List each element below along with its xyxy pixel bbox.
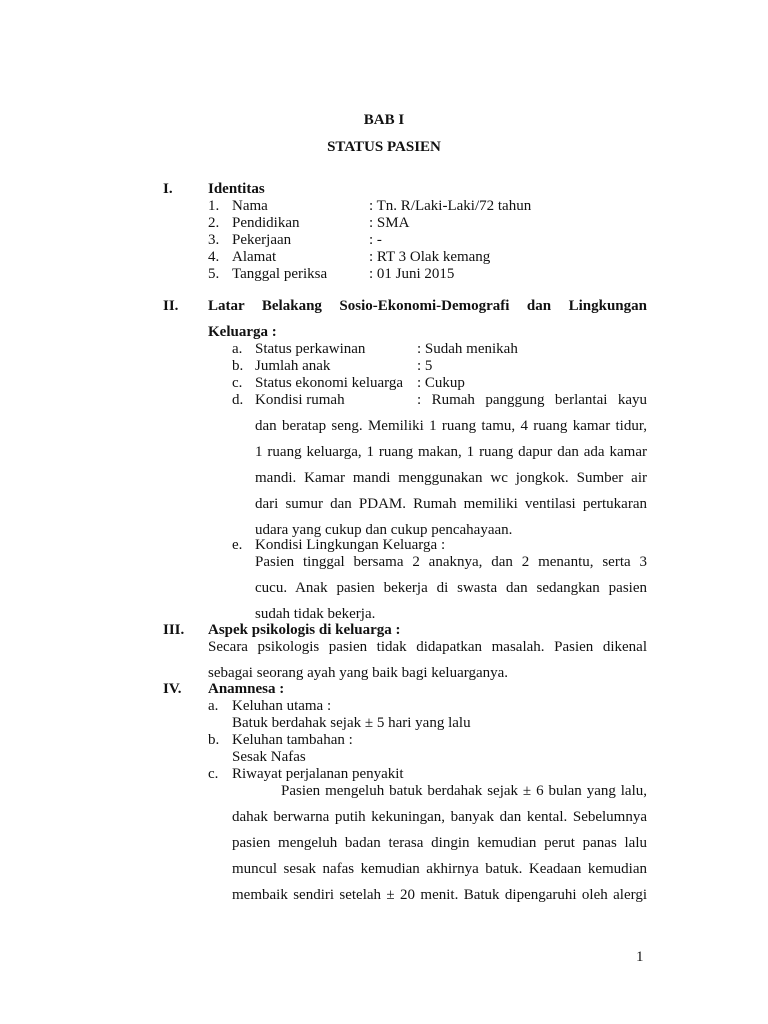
paragraph-line: Secara psikologis pasien tidak didapatkan masalah. Pasien dikenal	[208, 639, 647, 655]
paragraph-line: mandi. Kamar mandi menggunakan wc jongkok. Sumber air	[255, 470, 647, 486]
paragraph-line: Pasien mengeluh batuk berdahak sejak ± 6 bulan yang lalu,	[281, 783, 647, 799]
list-letter: e.	[232, 537, 243, 553]
section-4-number: IV.	[163, 681, 182, 697]
paragraph-line: dari sumur dan PDAM. Rumah memiliki ventilasi pertukaran	[255, 496, 647, 512]
list-number: 3.	[208, 232, 220, 248]
list-number: 2.	[208, 215, 220, 231]
list-letter: a.	[232, 341, 243, 357]
section-2-number: II.	[163, 298, 179, 314]
page-title: STATUS PASIEN	[327, 139, 441, 155]
paragraph-line: membaik sendiri setelah ± 20 menit. Batuk dipengaruhi oleh alergi	[232, 887, 647, 903]
paragraph-line: Pasien tinggal bersama 2 anaknya, dan 2 menantu, serta 3	[255, 554, 647, 570]
list-letter: b.	[208, 732, 220, 748]
field-label: Pekerjaan	[232, 232, 292, 248]
field-value: : Cukup	[417, 375, 465, 391]
section-3-title: Aspek psikologis di keluarga :	[208, 622, 401, 638]
list-letter: b.	[232, 358, 244, 374]
field-label: Tanggal periksa	[232, 266, 328, 282]
field-label: Riwayat perjalanan penyakit	[232, 766, 404, 782]
paragraph-line: pasien mengeluh badan terasa dingin kemudian perut panas lalu	[232, 835, 647, 851]
field-value: : 01 Juni 2015	[369, 266, 455, 282]
section-2-title-cont: Keluarga :	[208, 324, 277, 340]
section-4-title: Anamnesa :	[208, 681, 285, 697]
field-label: Keluhan tambahan :	[232, 732, 353, 748]
field-value: : Tn. R/Laki-Laki/72 tahun	[369, 198, 532, 214]
field-label: Kondisi Lingkungan Keluarga :	[255, 537, 446, 553]
field-label: Keluhan utama :	[232, 698, 332, 714]
field-value: Sesak Nafas	[232, 749, 306, 765]
chapter-heading: BAB I	[363, 112, 405, 128]
field-label: Pendidikan	[232, 215, 300, 231]
field-label: Jumlah anak	[255, 358, 331, 374]
paragraph-line: dahak berwarna putih kekuningan, banyak dan kental. Sebelumnya	[232, 809, 647, 825]
paragraph-line: cucu. Anak pasien bekerja di swasta dan sedangkan pasien	[255, 580, 647, 596]
field-value: : SMA	[369, 215, 410, 231]
paragraph-line: sudah tidak bekerja.	[255, 606, 376, 622]
section-1-title: Identitas	[208, 181, 265, 197]
field-label: Kondisi rumah	[255, 392, 345, 408]
list-letter: a.	[208, 698, 219, 714]
field-value: : -	[369, 232, 382, 248]
section-1-number: I.	[163, 181, 173, 197]
list-letter: c.	[232, 375, 243, 391]
paragraph-line: sebagai seorang ayah yang baik bagi keluarganya.	[208, 665, 509, 681]
field-label: Status perkawinan	[255, 341, 366, 357]
list-letter: c.	[208, 766, 219, 782]
paragraph-line: udara yang cukup dan cukup pencahayaan.	[255, 522, 513, 538]
list-number: 1.	[208, 198, 220, 214]
page-number: 1	[636, 949, 644, 965]
list-number: 5.	[208, 266, 220, 282]
field-value: : Rumah panggung berlantai kayu	[417, 392, 647, 408]
field-value: : 5	[417, 358, 433, 374]
paragraph-line: muncul sesak nafas kemudian akhirnya batuk. Keadaan kemudian	[232, 861, 647, 877]
field-label: Status ekonomi keluarga	[255, 375, 404, 391]
paragraph-line: 1 ruang keluarga, 1 ruang makan, 1 ruang dapur dan ada kamar	[255, 444, 647, 460]
paragraph-line: dan beratap seng. Memiliki 1 ruang tamu, 4 ruang kamar tidur,	[255, 418, 647, 434]
field-label: Nama	[232, 198, 268, 214]
section-2-title: Latar Belakang Sosio-Ekonomi-Demografi dan Lingkungan	[208, 298, 647, 314]
section-3-number: III.	[163, 622, 185, 638]
field-value: : Sudah menikah	[417, 341, 518, 357]
field-value: Batuk berdahak sejak ± 5 hari yang lalu	[232, 715, 471, 731]
field-value: : RT 3 Olak kemang	[369, 249, 491, 265]
list-letter: d.	[232, 392, 244, 408]
list-number: 4.	[208, 249, 220, 265]
field-label: Alamat	[232, 249, 277, 265]
